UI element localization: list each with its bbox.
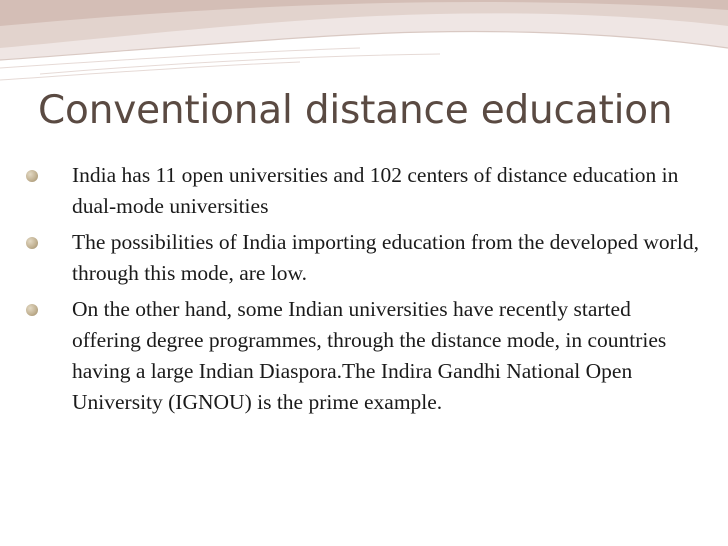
bullet-dot-icon — [26, 170, 38, 182]
bullet-dot-icon — [26, 304, 38, 316]
bullet-list — [22, 160, 702, 423]
bullet-text: On the other hand, some Indian universities have recently started offering degree programmes, through the distance mode, in countries having a large Indian Diaspora.The Indira Gandhi National Open University (IGNOU) is the prime example. — [72, 297, 667, 414]
bullet-text: The possibilities of India importing education from the developed world, through this mode, are low. — [72, 230, 699, 285]
list-item — [22, 294, 702, 418]
bullet-dot-icon — [26, 237, 38, 249]
bullet-text: India has 11 open universities and 102 centers of distance education in dual-mode universities — [72, 163, 679, 218]
list-item — [22, 160, 702, 222]
slide-title: Conventional distance education — [38, 88, 673, 133]
list-item — [22, 227, 702, 289]
decorative-banner — [0, 0, 728, 90]
